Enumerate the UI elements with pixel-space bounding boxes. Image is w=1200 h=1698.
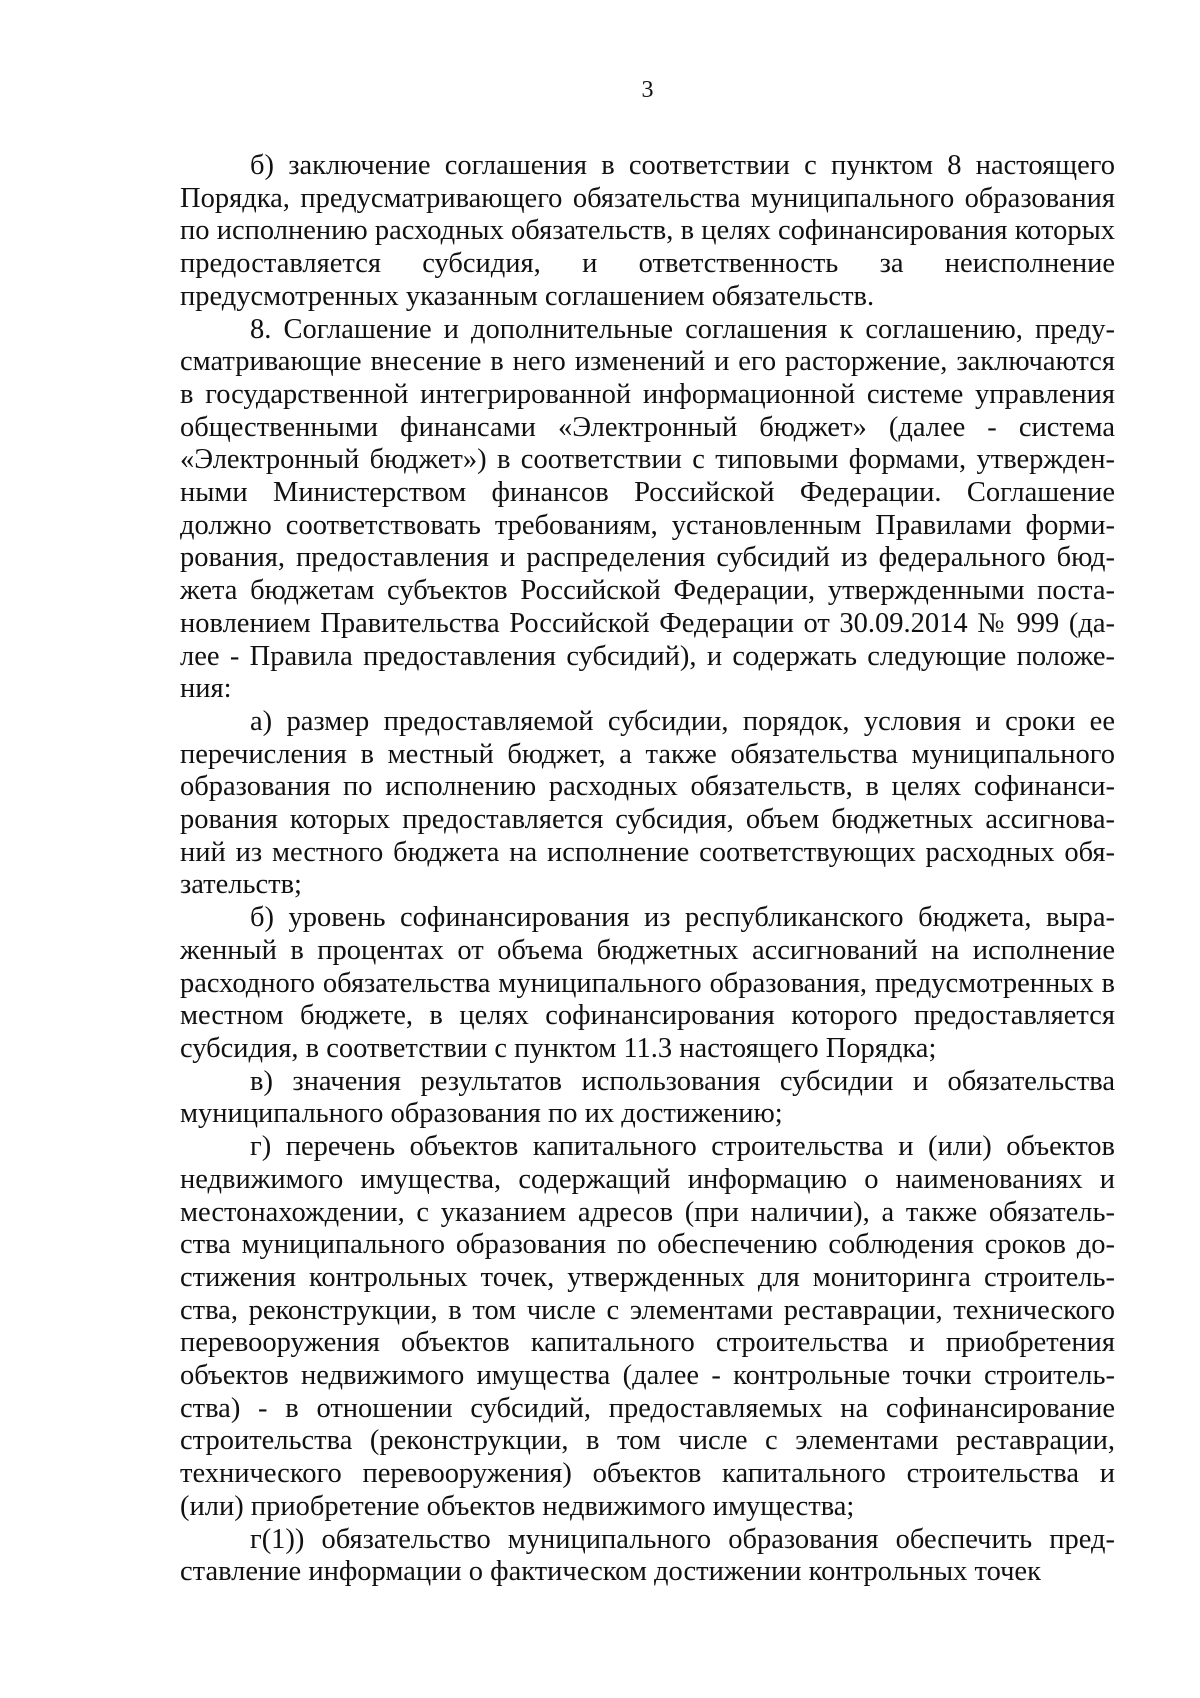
paragraph-8g: г) перечень объектов капитального строительства и (или) объектов недвижимого имущества, содержащий информацию о наименованиях и местонахождении, с указанием адресов (при наличии), а также обязательства муниципального образования по обеспечению соблюдения сроков достижения контрольных точек, утвержденных для мониторинга строительства, реконструкции, в том числе с элементами реставрации, технического перевооружения объектов капитального строительства и приобретения объектов недвижимого имущества (далее - контрольные точки строительства) - в отношении субсидий, предоставляемых на софинансирование строительства (реконструкции, в том числе с элементами реставрации, технического перевооружения) объектов капитального строительства и (или) приобретение объектов недвижимого имущества; [180,1131,1115,1522]
paragraph-7b: б) заключение соглашения в соответствии с пунктом 8 настоящего Порядка, предусматривающего обязательства муниципального образования по исполнению расходных обязательств, в целях софинансирования которых предоставляется субсидия, и ответственность за неисполнение предусмотренных указанным соглашением обязательств. [180,150,1115,312]
paragraph-8b: б) уровень софинансирования из республиканского бюджета, выраженный в процентах от объема бюджетных ассигнований на исполнение расходного обязательства муниципального образования, предусмотренных в местном бюджете, в целях софинансирования которого предоставляется субсидия, в соответствии с пунктом 11.3 настоящего Порядка; [180,902,1115,1064]
paragraph-8: 8. Соглашение и дополнительные соглашения к соглашению, предусматривающие внесение в него изменений и его расторжение, заключаются в государственной интегрированной информационной системе управления общественными финансами «Электронный бюджет» (далее - система «Электронный бюджет») в соответствии с типовыми формами, утвержденными Министерством финансов Российской Федерации. Соглашение должно соответствовать требованиям, установленным Правилами формирования, предоставления и распределения субсидий из федерального бюджета бюджетам субъектов Российской Федерации, утвержденными постановлением Правительства Российской Федерации от 30.09.2014 № 999 (далее - Правила предоставления субсидий), и содержать следующие положения: [180,313,1115,705]
page-number: 3 [641,77,654,103]
paragraph-8g1: г(1)) обязательство муниципального образования обеспечить представление информации о фактическом достижении контрольных точек [180,1523,1115,1588]
document-body [180,150,1115,1589]
paragraph-8a: а) размер предоставляемой субсидии, порядок, условия и сроки ее перечисления в местный бюджет, а также обязательства муниципального образования по исполнению расходных обязательств, в целях софинансирования которых предоставляется субсидия, объем бюджетных ассигнований из местного бюджета на исполнение соответствующих расходных обязательств; [180,705,1115,901]
paragraph-8v: в) значения результатов использования субсидии и обязательства муниципального образования по их достижению; [180,1065,1115,1130]
